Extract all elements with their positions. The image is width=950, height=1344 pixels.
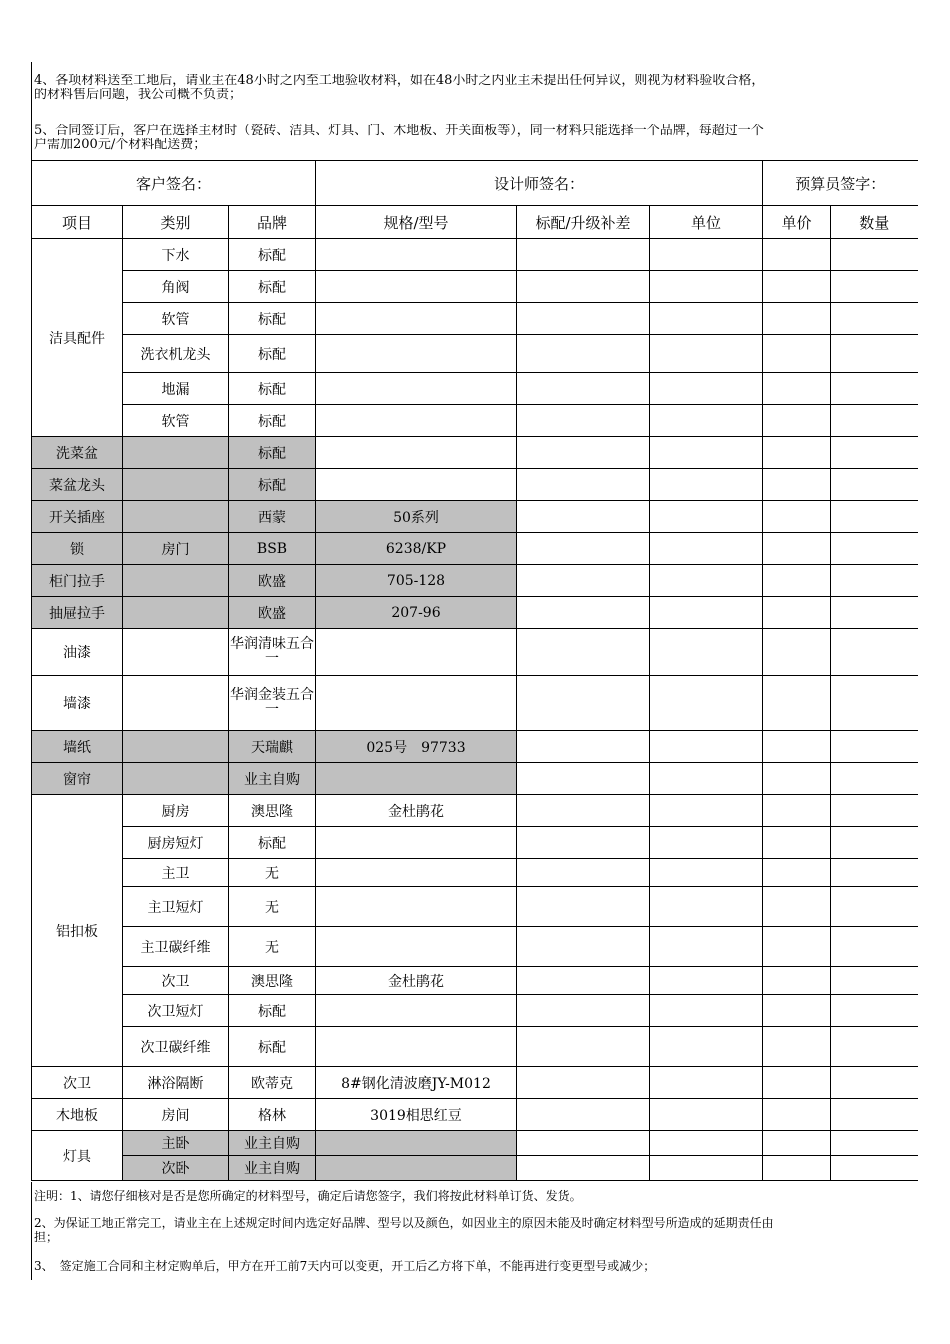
group-label-lvkou: 铝扣板 <box>32 795 123 1067</box>
cell-upgrade[interactable] <box>517 437 650 469</box>
row-spec <box>316 335 517 373</box>
footer-note-2: 2、为保证工地正常完工，请业主在上述规定时间内选定好品牌、型号以及颜色，如因业主的原因未能及时确定材料型号所造成的延期责任由 <box>34 1216 774 1230</box>
cell-price[interactable] <box>763 887 831 927</box>
row-spec <box>316 469 517 501</box>
row-brand: 澳思隆 <box>229 967 316 995</box>
cell-price[interactable] <box>763 859 831 887</box>
row-brand: 标配 <box>229 373 316 405</box>
cell-qty[interactable] <box>831 1156 918 1181</box>
cell-qty[interactable] <box>831 501 918 533</box>
cell-price[interactable] <box>763 239 831 271</box>
row-category: 角阀 <box>123 271 229 303</box>
cell-unit[interactable] <box>650 859 763 887</box>
cell-unit[interactable] <box>650 1131 763 1156</box>
row-spec <box>316 239 517 271</box>
row-item: 油漆 <box>32 629 123 676</box>
table-row <box>32 373 918 405</box>
table-row <box>32 629 918 676</box>
table-row <box>32 533 918 565</box>
row-brand: BSB <box>229 533 316 565</box>
table-row <box>32 995 918 1027</box>
row-item: 墙纸 <box>32 731 123 763</box>
cell-price[interactable] <box>763 597 831 629</box>
cell-upgrade[interactable] <box>517 887 650 927</box>
header-price: 单价 <box>763 206 831 239</box>
row-brand: 业主自购 <box>229 1156 316 1181</box>
row-category: 房间 <box>123 1099 229 1131</box>
row-spec <box>316 271 517 303</box>
table-row <box>32 731 918 763</box>
header-qty: 数量 <box>831 206 918 239</box>
cell-qty[interactable] <box>831 335 918 373</box>
cell-upgrade[interactable] <box>517 565 650 597</box>
table-row <box>32 795 918 827</box>
cell-qty[interactable] <box>831 1067 918 1099</box>
row-item: 窗帘 <box>32 763 123 795</box>
cell-price[interactable] <box>763 469 831 501</box>
row-category: 主卫 <box>123 859 229 887</box>
row-brand: 欧蒂克 <box>229 1067 316 1099</box>
cell-unit[interactable] <box>650 239 763 271</box>
cell-qty[interactable] <box>831 597 918 629</box>
header-category: 类别 <box>123 206 229 239</box>
cell-qty[interactable] <box>831 827 918 859</box>
cell-price[interactable] <box>763 405 831 437</box>
cell-unit[interactable] <box>650 1067 763 1099</box>
row-category <box>123 469 229 501</box>
row-brand: 标配 <box>229 335 316 373</box>
header-upgrade: 标配/升级补差 <box>517 206 650 239</box>
designer-signature[interactable]: 设计师签名： <box>316 161 763 206</box>
cell-unit[interactable] <box>650 967 763 995</box>
note-border-top <box>31 62 32 160</box>
cell-price[interactable] <box>763 1067 831 1099</box>
row-category: 次卫碳纤维 <box>123 1027 229 1067</box>
row-brand: 澳思隆 <box>229 795 316 827</box>
table-row <box>32 437 918 469</box>
table-row <box>32 405 918 437</box>
cell-qty[interactable] <box>831 437 918 469</box>
row-brand: 无 <box>229 887 316 927</box>
row-spec <box>316 437 517 469</box>
row-spec <box>316 827 517 859</box>
cell-unit[interactable] <box>650 1156 763 1181</box>
table-row <box>32 1027 918 1067</box>
cell-qty[interactable] <box>831 995 918 1027</box>
note-5-line2: 户需加200元/个材料配送费； <box>34 138 207 152</box>
table-row <box>32 927 918 967</box>
row-category <box>123 629 229 676</box>
cell-qty[interactable] <box>831 731 918 763</box>
cell-upgrade[interactable] <box>517 1156 650 1181</box>
cell-price[interactable] <box>763 827 831 859</box>
row-brand: 标配 <box>229 405 316 437</box>
row-brand: 标配 <box>229 239 316 271</box>
cell-unit[interactable] <box>650 927 763 967</box>
row-spec <box>316 859 517 887</box>
note-4-line2: 的材料售后问题，我公司概不负责； <box>34 88 243 102</box>
row-spec <box>316 1156 517 1181</box>
table-row <box>32 763 918 795</box>
cell-price[interactable] <box>763 373 831 405</box>
table-row <box>32 1099 918 1131</box>
cell-unit[interactable] <box>650 437 763 469</box>
cell-price[interactable] <box>763 533 831 565</box>
cell-price[interactable] <box>763 271 831 303</box>
cell-upgrade[interactable] <box>517 405 650 437</box>
row-category: 淋浴隔断 <box>123 1067 229 1099</box>
cell-price[interactable] <box>763 437 831 469</box>
cell-price[interactable] <box>763 335 831 373</box>
row-brand: 标配 <box>229 303 316 335</box>
cell-upgrade[interactable] <box>517 335 650 373</box>
row-item: 菜盆龙头 <box>32 469 123 501</box>
cell-upgrade[interactable] <box>517 1099 650 1131</box>
cell-unit[interactable] <box>650 676 763 731</box>
row-spec <box>316 887 517 927</box>
cell-price[interactable] <box>763 731 831 763</box>
row-category: 厨房短灯 <box>123 827 229 859</box>
table-row <box>32 859 918 887</box>
row-brand: 华润清味五合一 <box>229 629 316 676</box>
table-row <box>32 827 918 859</box>
cell-price[interactable] <box>763 303 831 335</box>
cell-upgrade[interactable] <box>517 303 650 335</box>
table-row <box>32 303 918 335</box>
table-row <box>32 887 918 927</box>
cell-price[interactable] <box>763 763 831 795</box>
cell-qty[interactable] <box>831 239 918 271</box>
row-category <box>123 597 229 629</box>
cell-unit[interactable] <box>650 629 763 676</box>
row-brand: 业主自购 <box>229 763 316 795</box>
cell-upgrade[interactable] <box>517 533 650 565</box>
footer-note-3: 3、 签定施工合同和主材定购单后，甲方在开工前7天内可以变更，开工后乙方将下单，不能再进行变更型号或减少； <box>34 1259 656 1273</box>
row-spec: 025号 97733 <box>316 731 517 763</box>
cell-upgrade[interactable] <box>517 597 650 629</box>
row-item: 墙漆 <box>32 676 123 731</box>
row-spec: 207-96 <box>316 597 517 629</box>
row-brand: 天瑞麒 <box>229 731 316 763</box>
row-spec: 50系列 <box>316 501 517 533</box>
row-spec: 3019相思红豆 <box>316 1099 517 1131</box>
cell-upgrade[interactable] <box>517 1131 650 1156</box>
cell-unit[interactable] <box>650 887 763 927</box>
footer-note-2-cont: 担； <box>34 1230 59 1244</box>
row-brand: 西蒙 <box>229 501 316 533</box>
cell-qty[interactable] <box>831 887 918 927</box>
cell-qty[interactable] <box>831 271 918 303</box>
row-spec <box>316 1131 517 1156</box>
cell-upgrade[interactable] <box>517 629 650 676</box>
row-brand: 欧盛 <box>229 565 316 597</box>
cell-price[interactable] <box>763 967 831 995</box>
row-item: 柜门拉手 <box>32 565 123 597</box>
cell-upgrade[interactable] <box>517 271 650 303</box>
cell-upgrade[interactable] <box>517 763 650 795</box>
group-label-dengju: 灯具 <box>32 1131 123 1181</box>
note-5-line1: 5、合同签订后，客户在选择主材时（瓷砖、洁具、灯具、门、木地板、开关面板等），同一材料只能选择一个品牌，每超过一个 <box>34 124 764 138</box>
row-brand: 标配 <box>229 1027 316 1067</box>
signature-row <box>32 161 918 206</box>
row-category: 次卧 <box>123 1156 229 1181</box>
row-spec: 8#钢化清波磨JY-M012 <box>316 1067 517 1099</box>
row-category: 次卫 <box>123 967 229 995</box>
row-item: 次卫 <box>32 1067 123 1099</box>
cell-upgrade[interactable] <box>517 795 650 827</box>
footer-note-1: 注明：1、请您仔细核对是否是您所确定的材料型号，确定后请您签字，我们将按此材料单订货、发货。 <box>34 1189 582 1203</box>
cell-qty[interactable] <box>831 405 918 437</box>
row-brand: 标配 <box>229 827 316 859</box>
cell-qty[interactable] <box>831 927 918 967</box>
cell-qty[interactable] <box>831 795 918 827</box>
row-spec <box>316 995 517 1027</box>
cell-unit[interactable] <box>650 335 763 373</box>
materials-table <box>31 160 918 1181</box>
group-label-jieju: 洁具配件 <box>32 239 123 437</box>
table-row <box>32 676 918 731</box>
cell-unit[interactable] <box>650 995 763 1027</box>
row-brand: 华润金装五合一 <box>229 676 316 731</box>
cell-qty[interactable] <box>831 763 918 795</box>
cell-upgrade[interactable] <box>517 1067 650 1099</box>
row-category <box>123 731 229 763</box>
cell-price[interactable] <box>763 995 831 1027</box>
cell-price[interactable] <box>763 795 831 827</box>
cell-price[interactable] <box>763 676 831 731</box>
table-row <box>32 501 918 533</box>
cell-qty[interactable] <box>831 373 918 405</box>
cell-price[interactable] <box>763 1156 831 1181</box>
row-item: 抽屉拉手 <box>32 597 123 629</box>
row-category: 软管 <box>123 303 229 335</box>
cell-qty[interactable] <box>831 676 918 731</box>
cell-upgrade[interactable] <box>517 676 650 731</box>
row-spec <box>316 629 517 676</box>
cell-price[interactable] <box>763 1027 831 1067</box>
cell-qty[interactable] <box>831 303 918 335</box>
row-category <box>123 501 229 533</box>
cell-upgrade[interactable] <box>517 501 650 533</box>
header-spec: 规格/型号 <box>316 206 517 239</box>
header-item: 项目 <box>32 206 123 239</box>
row-spec: 金杜鹃花 <box>316 795 517 827</box>
cell-unit[interactable] <box>650 533 763 565</box>
cell-unit[interactable] <box>650 731 763 763</box>
row-category: 洗衣机龙头 <box>123 335 229 373</box>
row-brand: 无 <box>229 927 316 967</box>
table-row <box>32 967 918 995</box>
cell-unit[interactable] <box>650 565 763 597</box>
row-brand: 格林 <box>229 1099 316 1131</box>
row-category: 次卫短灯 <box>123 995 229 1027</box>
cell-qty[interactable] <box>831 1099 918 1131</box>
row-category: 主卫碳纤维 <box>123 927 229 967</box>
row-category: 厨房 <box>123 795 229 827</box>
cell-unit[interactable] <box>650 597 763 629</box>
cell-price[interactable] <box>763 629 831 676</box>
cell-upgrade[interactable] <box>517 239 650 271</box>
cell-unit[interactable] <box>650 469 763 501</box>
row-category <box>123 763 229 795</box>
cell-qty[interactable] <box>831 1027 918 1067</box>
table-row <box>32 469 918 501</box>
row-spec <box>316 676 517 731</box>
row-brand: 欧盛 <box>229 597 316 629</box>
table-row <box>32 1156 918 1181</box>
cell-unit[interactable] <box>650 1099 763 1131</box>
cell-unit[interactable] <box>650 827 763 859</box>
cell-upgrade[interactable] <box>517 995 650 1027</box>
row-brand: 标配 <box>229 995 316 1027</box>
row-spec: 金杜鹃花 <box>316 967 517 995</box>
budget-signature[interactable]: 预算员签字： <box>763 161 918 206</box>
cell-unit[interactable] <box>650 795 763 827</box>
table-row <box>32 335 918 373</box>
row-category <box>123 437 229 469</box>
cell-upgrade[interactable] <box>517 927 650 967</box>
cell-unit[interactable] <box>650 303 763 335</box>
cell-qty[interactable] <box>831 565 918 597</box>
row-category: 下水 <box>123 239 229 271</box>
cell-unit[interactable] <box>650 405 763 437</box>
row-spec <box>316 303 517 335</box>
row-category <box>123 676 229 731</box>
row-spec <box>316 405 517 437</box>
cell-unit[interactable] <box>650 501 763 533</box>
row-item: 开关插座 <box>32 501 123 533</box>
row-category: 房门 <box>123 533 229 565</box>
cell-upgrade[interactable] <box>517 731 650 763</box>
cell-qty[interactable] <box>831 533 918 565</box>
table-row <box>32 1131 918 1156</box>
table-row <box>32 239 918 271</box>
row-brand: 无 <box>229 859 316 887</box>
note-border-bottom <box>31 1182 32 1280</box>
row-brand: 标配 <box>229 437 316 469</box>
row-item: 木地板 <box>32 1099 123 1131</box>
cell-unit[interactable] <box>650 271 763 303</box>
table-row <box>32 271 918 303</box>
row-spec <box>316 1027 517 1067</box>
cell-price[interactable] <box>763 927 831 967</box>
header-unit: 单位 <box>650 206 763 239</box>
table-row <box>32 597 918 629</box>
table-row <box>32 1067 918 1099</box>
customer-signature[interactable]: 客户签名： <box>32 161 316 206</box>
row-item: 锁 <box>32 533 123 565</box>
cell-price[interactable] <box>763 1131 831 1156</box>
row-brand: 业主自购 <box>229 1131 316 1156</box>
cell-unit[interactable] <box>650 373 763 405</box>
cell-upgrade[interactable] <box>517 373 650 405</box>
row-category: 地漏 <box>123 373 229 405</box>
cell-qty[interactable] <box>831 469 918 501</box>
header-row <box>32 206 918 239</box>
row-brand: 标配 <box>229 469 316 501</box>
row-item: 洗菜盆 <box>32 437 123 469</box>
table-row <box>32 565 918 597</box>
cell-unit[interactable] <box>650 1027 763 1067</box>
row-spec: 705-128 <box>316 565 517 597</box>
row-category: 主卫短灯 <box>123 887 229 927</box>
cell-upgrade[interactable] <box>517 827 650 859</box>
cell-upgrade[interactable] <box>517 859 650 887</box>
header-brand: 品牌 <box>229 206 316 239</box>
cell-upgrade[interactable] <box>517 469 650 501</box>
row-spec: 6238/KP <box>316 533 517 565</box>
row-brand: 标配 <box>229 271 316 303</box>
cell-upgrade[interactable] <box>517 1027 650 1067</box>
note-4-line1: 4、各项材料送至工地后，请业主在48小时之内至工地验收材料，如在48小时之内业主未提出任何异议，则视为材料验收合格， <box>34 74 765 88</box>
cell-upgrade[interactable] <box>517 967 650 995</box>
row-category: 软管 <box>123 405 229 437</box>
row-spec <box>316 373 517 405</box>
cell-price[interactable] <box>763 565 831 597</box>
row-spec <box>316 763 517 795</box>
row-spec <box>316 927 517 967</box>
cell-qty[interactable] <box>831 859 918 887</box>
cell-qty[interactable] <box>831 629 918 676</box>
cell-qty[interactable] <box>831 967 918 995</box>
row-category: 主卧 <box>123 1131 229 1156</box>
cell-price[interactable] <box>763 501 831 533</box>
cell-qty[interactable] <box>831 1131 918 1156</box>
row-category <box>123 565 229 597</box>
cell-unit[interactable] <box>650 763 763 795</box>
cell-price[interactable] <box>763 1099 831 1131</box>
